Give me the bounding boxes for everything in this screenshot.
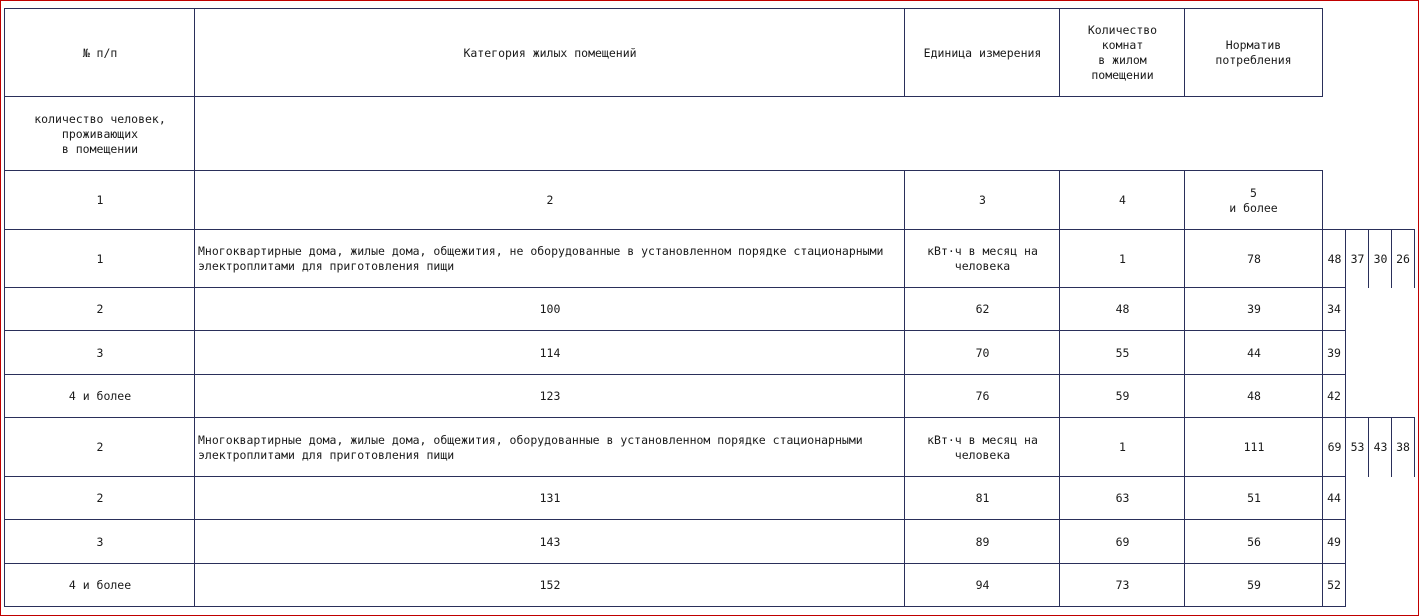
value-cell: 39 (1322, 330, 1346, 375)
value-cell: 89 (904, 519, 1060, 564)
row-rooms: 3 (4, 519, 195, 564)
header-blank (194, 96, 1323, 171)
group-category: Многоквартирные дома, жилые дома, общежития, оборудованные в установленном порядке стационарными электроплитами для приготовления пищи (194, 417, 905, 477)
index-cell: 5 и более (1184, 170, 1323, 230)
header-unit: Единица измерения (904, 8, 1060, 97)
row-rooms: 4 и более (4, 563, 195, 607)
group-category: Многоквартирные дома, жилые дома, общежития, не оборудованные в установленном порядке стационарными электроплитами для приготовления пищи (194, 229, 905, 288)
value-cell: 143 (194, 519, 905, 564)
header-rooms: Количество комнат в жилом помещении (1059, 8, 1185, 97)
value-cell: 62 (904, 287, 1060, 331)
value-cell: 44 (1322, 476, 1346, 520)
value-cell: 43 (1368, 417, 1392, 477)
group-rooms: 1 (1059, 417, 1185, 477)
value-cell: 30 (1368, 229, 1392, 288)
value-cell: 100 (194, 287, 905, 331)
value-cell: 51 (1184, 476, 1323, 520)
value-cell: 37 (1345, 229, 1369, 288)
group-number: 1 (4, 229, 195, 288)
value-cell: 59 (1059, 374, 1185, 418)
value-cell: 59 (1184, 563, 1323, 607)
header-number: № п/п (4, 8, 195, 97)
value-cell: 70 (904, 330, 1060, 375)
header-persons: количество человек, проживающих в помещении (4, 96, 195, 171)
value-cell: 34 (1322, 287, 1346, 331)
value-cell: 152 (194, 563, 905, 607)
group-unit: кВт·ч в месяц на человека (904, 417, 1060, 477)
value-cell: 78 (1184, 229, 1323, 288)
row-rooms: 4 и более (4, 374, 195, 418)
value-cell: 53 (1345, 417, 1369, 477)
value-cell: 69 (1322, 417, 1346, 477)
index-cell: 3 (904, 170, 1060, 230)
value-cell: 73 (1059, 563, 1185, 607)
value-cell: 48 (1322, 229, 1346, 288)
index-cell: 4 (1059, 170, 1185, 230)
row-rooms: 3 (4, 330, 195, 375)
value-cell: 63 (1059, 476, 1185, 520)
header-norm: Норматив потребления (1184, 8, 1323, 97)
value-cell: 131 (194, 476, 905, 520)
value-cell: 123 (194, 374, 905, 418)
header-category: Категория жилых помещений (194, 8, 905, 97)
value-cell: 48 (1184, 374, 1323, 418)
value-cell: 38 (1391, 417, 1415, 477)
group-rooms: 1 (1059, 229, 1185, 288)
row-rooms: 2 (4, 476, 195, 520)
value-cell: 48 (1059, 287, 1185, 331)
group-unit: кВт·ч в месяц на человека (904, 229, 1060, 288)
value-cell: 114 (194, 330, 905, 375)
row-rooms: 2 (4, 287, 195, 331)
value-cell: 44 (1184, 330, 1323, 375)
value-cell: 52 (1322, 563, 1346, 607)
group-number: 2 (4, 417, 195, 477)
value-cell: 55 (1059, 330, 1185, 375)
value-cell: 49 (1322, 519, 1346, 564)
value-cell: 81 (904, 476, 1060, 520)
value-cell: 111 (1184, 417, 1323, 477)
value-cell: 42 (1322, 374, 1346, 418)
index-cell: 1 (4, 170, 195, 230)
value-cell: 69 (1059, 519, 1185, 564)
value-cell: 26 (1391, 229, 1415, 288)
value-cell: 94 (904, 563, 1060, 607)
value-cell: 56 (1184, 519, 1323, 564)
value-cell: 76 (904, 374, 1060, 418)
value-cell: 39 (1184, 287, 1323, 331)
index-cell: 2 (194, 170, 905, 230)
